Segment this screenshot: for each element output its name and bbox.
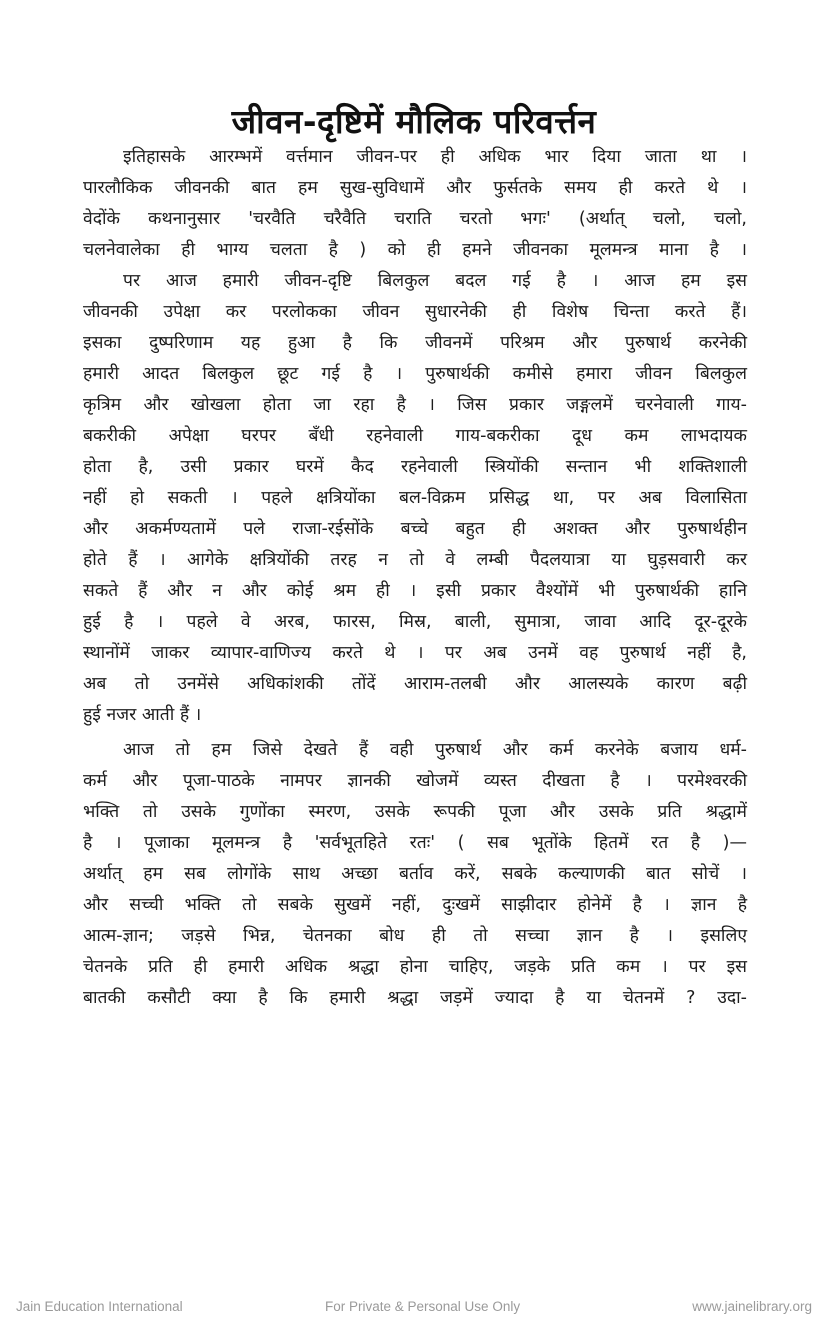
footer-usage-notice: For Private & Personal Use Only [325,1299,521,1314]
text-line: बातकी कसौटी क्या है कि हमारी श्रद्धा जड़में ज्यादा है या चेतनमें ? उदा- [83,988,747,1008]
page-footer [0,1296,828,1318]
text-line: होते हैं । आगेके क्षत्रियोंकी तरह न तो वे लम्बी पैदलयात्रा या घुड़सवारी कर [83,550,747,570]
text-line: अब तो उनमेंसे अधिकांशकी तोंदें आराम-तलबी और आलस्यके कारण बढ़ी [83,674,747,694]
text-line: और अकर्मण्यतामें पले राजा-रईसोंके बच्चे बहुत ही अशक्त और पुरुषार्थहीन [83,519,747,539]
text-line: जीवनकी उपेक्षा कर परलोकका जीवन सुधारनेकी ही विशेष चिन्ता करते हैं। [83,302,747,322]
paragraph-3 [83,735,747,1014]
text-line: हुई नजर आती हैं । [83,705,202,725]
text-line: चलनेवालेका ही भाग्य चलता है ) को ही हमने जीवनका मूलमन्त्र माना है । [83,240,747,260]
text-line: स्थानोंमें जाकर व्यापार-वाणिज्य करते थे । पर अब उनमें वह पुरुषार्थ नहीं है, [83,643,747,663]
text-line: आज तो हम जिसे देखते हैं वही पुरुषार्थ और कर्म करनेके बजाय धर्म- [123,740,747,760]
text-line: नहीं हो सकती । पहले क्षत्रियोंका बल-विक्रम प्रसिद्ध था, पर अब विलासिता [83,488,747,508]
text-line: पारलौकिक जीवनकी बात हम सुख-सुविधामें और फुर्सतके समय ही करते थे । [83,178,747,198]
text-line: कृत्रिम और खोखला होता जा रहा है । जिस प्रकार जङ्गलमें चरनेवाली गाय- [83,395,747,415]
text-line: है । पूजाका मूलमन्त्र है 'सर्वभूतहिते रतः' ( सब भूतोंके हितमें रत है )— [83,833,747,853]
text-line: होता है, उसी प्रकार घरमें कैद रहनेवाली स्त्रियोंकी सन्तान भी शक्तिशाली [83,457,747,477]
text-line: अर्थात् हम सब लोगोंके साथ अच्छा बर्ताव करें, सबके कल्याणकी बात सोचें । [83,864,747,884]
text-line: भक्ति तो उसके गुणोंका स्मरण, उसके रूपकी पूजा और उसके प्रति श्रद्धामें [83,802,747,822]
text-line: हुई है । पहले वे अरब, फारस, मिस्र, बाली, सुमात्रा, जावा आदि दूर-दूरके [83,612,747,632]
footer-publisher: Jain Education International [16,1299,183,1314]
text-line: चेतनके प्रति ही हमारी अधिक श्रद्धा होना चाहिए, जड़के प्रति कम । पर इस [83,957,747,977]
text-line: बकरीकी अपेक्षा घरपर बँधी रहनेवाली गाय-बकरीका दूध कम लाभदायक [83,426,747,446]
text-line: पर आज हमारी जीवन-दृष्टि बिलकुल बदल गई है । आज हम इस [123,271,747,291]
text-line: और सच्ची भक्ति तो सबके सुखमें नहीं, दुःखमें साझीदार होनेमें है । ज्ञान है [83,895,747,915]
paragraph-2 [83,266,747,731]
text-line: इसका दुष्परिणाम यह हुआ है कि जीवनमें परिश्रम और पुरुषार्थ करनेकी [83,333,747,353]
footer-website-link[interactable]: www.jainelibrary.org [692,1299,812,1314]
text-line: कर्म और पूजा-पाठके नामपर ज्ञानकी खोजमें व्यस्त दीखता है । परमेश्वरकी [83,771,747,791]
text-line: वेदोंके कथनानुसार 'चरवैति चरैवैति चराति चरतो भगः' (अर्थात् चलो, चलो, [83,209,747,229]
text-line: हमारी आदत बिलकुल छूट गई है । पुरुषार्थकी कमीसे हमारा जीवन बिलकुल [83,364,747,384]
page-title: जीवन-दृष्टिमें मौलिक परिवर्त्तन [231,102,597,142]
text-line: सकते हैं और न और कोई श्रम ही । इसी प्रकार वैश्योंमें भी पुरुषार्थकी हानि [83,581,747,601]
text-line: इतिहासके आरम्भमें वर्त्तमान जीवन-पर ही अधिक भार दिया जाता था । [123,147,747,167]
body-text [83,142,747,1014]
paragraph-1 [83,142,747,266]
text-line: आत्म-ज्ञान; जड़से भिन्न, चेतनका बोध ही तो सच्चा ज्ञान है । इसलिए [83,926,747,946]
